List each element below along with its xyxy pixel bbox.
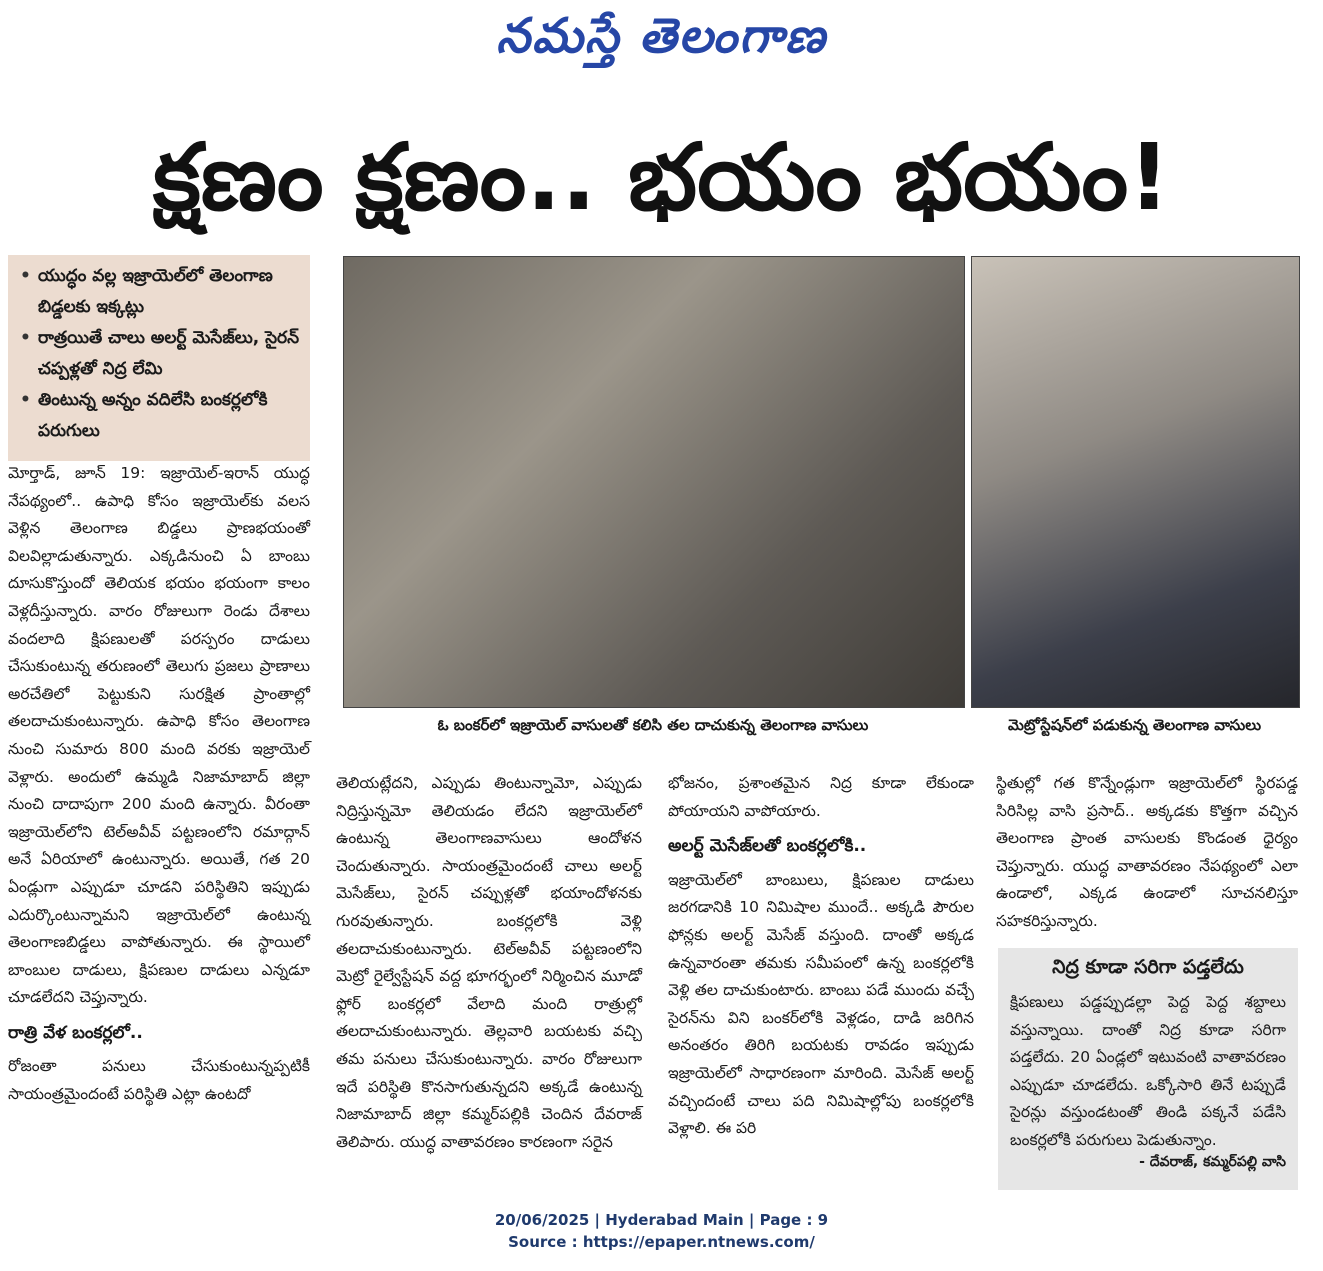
article-paragraph: స్థితుల్లో గత కొన్నేండ్లుగా ఇజ్రాయెల్‌లో స్థిరపడ్డ సిరిసిల్ల వాసి ప్రసాద్.. అక్కడకు కొత్తగా వచ్చిన తెలంగాణ ప్రాంత వాసులకు కొండంత ధైర్యం చెప్తున్నారు. యుద్ధ వాతావరణం నేపథ్యంలో ఎలా ఉండాలో, ఎక్కడ ఉండాలో సూచనలిస్తూ సహకరిస్తున్నారు.	[996, 774, 1298, 930]
quote-box-signature: - దేవరాజ్, కమ్మర్‌పల్లి వాసి	[1139, 1154, 1286, 1170]
article-column-4	[996, 770, 1298, 936]
article-paragraph: భోజనం, ప్రశాంతమైన నిద్ర కూడా లేకుండా పోయాయని వాపోయారు.	[668, 774, 974, 820]
quote-box	[998, 948, 1298, 1190]
highlight-item: • తింటున్న అన్నం వదిలేసి బంకర్లలోకి పరుగులు	[18, 385, 300, 447]
footer-source-link[interactable]: Source : https://epaper.ntnews.com/	[508, 1233, 815, 1251]
article-column-3	[668, 770, 974, 1143]
article-column-1	[8, 460, 310, 1109]
highlight-item: • రాత్రయితే చాలు అలర్ట్ మెసేజ్‌లు, సైరన్ చప్పళ్లతో నిద్ర లేమి	[18, 323, 300, 385]
headline: క్షణం క్షణం.. భయం భయం!	[152, 124, 1171, 231]
section-subhead: రాత్రి వేళ బంకర్లలో..	[8, 1022, 143, 1043]
main-photo-caption: ఓ బంకర్‌లో ఇజ్రాయెల్ వాసులతో కలిసి తల దాచుకున్న తెలంగాణ వాసులు	[437, 716, 869, 734]
metro-station-photo	[971, 256, 1300, 708]
article-paragraph: తెలియట్లేదని, ఎప్పుడు తింటున్నామో, ఎప్పుడు నిద్రిస్తున్నమో తెలియడం లేదని ఇజ్రాయెల్‌లో ఉంటున్న తెలంగాణవాసులు ఆందోళన చెందుతున్నారు. సాయంత్రమైందంటే చాలు అలర్ట్ మెసేజ్‌లు, సైరన్ చప్పుళ్లతో భయాందోళనకు గురవుతున్నారు. బంకర్లలోకి వెళ్లి తలదాచుకుంటున్నారు. టెల్‌అవీవ్ పట్టణంలోని మెట్రో రైల్వేస్టేషన్ వద్ద భూగర్భంలో నిర్మించిన మూడో ఫ్లోర్ బంకర్లలో వేలాది మంది రాత్రుల్లో తలదాచుకుంటున్నారు. తెల్లవారి బయటకు వచ్చి తమ పనులు చేసుకుంటున్నారు. వారం రోజులుగా ఇదే పరిస్థితి కొనసాగుతున్నదని అక్కడే ఉంటున్న నిజామాబాద్ జిల్లా కమ్మర్‌పల్లికి చెందిన దేవరాజ్ తెలిపారు. యుద్ధ వాతావరణం కారణంగా సరైన	[336, 774, 642, 1151]
article-paragraph: ఇజ్రాయెల్‌లో బాంబులు, క్షిపణుల దాడులు జరగడానికి 10 నిమిషాల ముందే.. అక్కడి పౌరుల ఫోన్లకు అలర్ట్ మెసేజ్ వస్తుంది. దాంతో అక్కడ ఉన్నవారంతా తమకు సమీపంలో ఉన్న బంకర్లలోకి వెళ్లి తల దాచుకుంటారు. బాంబు పడే ముందు వచ్చే సైరన్‌ను విని బంకర్‌లోకి వెళ్లడం, దాడి జరిగిన అనంతరం తిరిగి బయటకు రావడం ఇప్పుడు ఇజ్రాయెల్‌లో సాధారణంగా మారింది. మెసేజ్ అలర్ట్ వచ్చిందంటే చాలు పది నిమిషాల్లోపు బంకర్లలోకి వెళ్లాలి. ఈ పరి	[668, 870, 974, 1138]
masthead: నమస్తే తెలంగాణ	[496, 8, 827, 64]
bunker-photo	[343, 256, 965, 708]
side-photo-caption: మెట్రోస్టేషన్‌లో పడుకున్న తెలంగాణ వాసులు	[1007, 716, 1262, 734]
footer-date-line: 20/06/2025 | Hyderabad Main | Page : 9	[494, 1211, 829, 1229]
quote-box-title: నిద్ర కూడా సరిగా పడ్తలేదు	[1052, 956, 1244, 978]
quote-box-text: క్షిపణులు పడ్డప్పుడల్లా పెద్ద పెద్ద శబ్దాలు వస్తున్నాయి. దాంతో నిద్ర కూడా సరిగా పడ్తలేదు. 20 ఏండ్లలో ఇటువంటి వాతావరణం ఎప్పుడూ చూడలేదు. ఒక్కోసారి తినే టప్పుడే సైరన్లు వస్తుండటంతో తిండి పక్కనే పడేసి బంకర్లలోకి పరుగులు పెడుతున్నాం.	[1010, 993, 1286, 1149]
highlight-item: • యుద్ధం వల్ల ఇజ్రాయెల్‌లో తెలంగాణ బిడ్డలకు ఇక్కట్లు	[18, 261, 300, 323]
article-paragraph: రోజంతా పనులు చేసుకుంటున్నప్పటికీ సాయంత్రమైందంటే పరిస్థితి ఎట్లా ఉంటదో	[8, 1057, 310, 1104]
highlights-box	[8, 255, 310, 461]
section-subhead: అలర్ట్ మెసేజ్‌లతో బంకర్లలోకి..	[668, 836, 867, 857]
article-column-2	[336, 770, 642, 1156]
article-paragraph: మోర్తాడ్, జూన్ 19: ఇజ్రాయెల్-ఇరాన్ యుద్ధ నేపథ్యంలో.. ఉపాధి కోసం ఇజ్రాయెల్‌కు వలస వెళ్లిన తెలంగాణ బిడ్డలు ప్రాణభయంతో విలవిల్లాడుతున్నారు. ఎక్కడినుంచి ఏ బాంబు దూసుకొస్తుందో తెలియక భయం భయంగా కాలం వెళ్లదీస్తున్నారు. వారం రోజులుగా రెండు దేశాలు వందలాది క్షిపణులతో పరస్పరం దాడులు చేసుకుంటున్న తరుణంలో తెలుగు ప్రజలు ప్రాణాలు అరచేతిలో పెట్టుకుని సురక్షిత ప్రాంతాల్లో తలదాచుకుంటున్నారు. ఉపాధి కోసం తెలంగాణ నుంచి సుమారు 800 మంది వరకు ఇజ్రాయెల్ వెళ్లారు. అందులో ఉమ్మడి నిజామాబాద్ జిల్లా నుంచి దాదాపుగా 200 మంది ఉన్నారు. వీరంతా ఇజ్రాయెల్‌లోని టెల్‌అవీవ్ పట్టణంలోని రమాద్గాన్ అనే ఏరియాలో ఉంటున్నారు. అయితే, గత 20 ఏండ్లుగా ఎప్పుడూ చూడని పరిస్థితిని ఇప్పుడు ఎదుర్కొంటున్నామని ఇజ్రాయెల్‌లో ఉంటున్న తెలంగాణబిడ్డలు వాపోతున్నారు. ఈ స్థాయిలో బాంబుల దాడులు, క్షిపణుల దాడులు ఎన్నడూ చూడలేదని చెప్తున్నారు.	[8, 464, 310, 1007]
